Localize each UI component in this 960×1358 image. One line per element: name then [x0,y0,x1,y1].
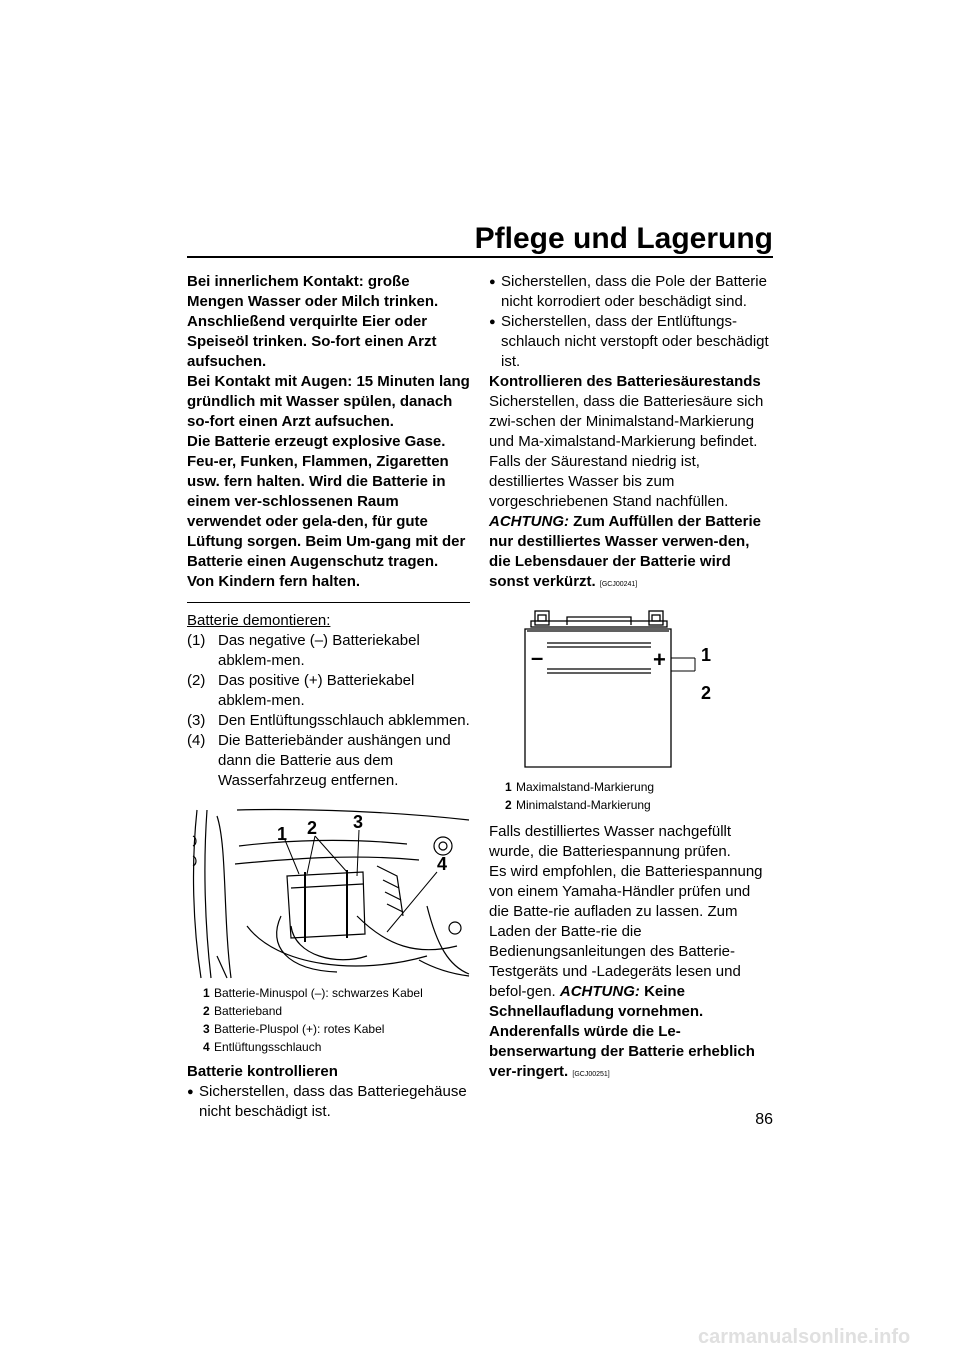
acid-heading: Kontrollieren des Batteriesäurestands [489,373,761,390]
warning-line: Von Kindern fern halten. [187,573,361,590]
step-text: Das positive (+) Batteriekabel abklem-men. [218,672,415,709]
removal-heading: Batterie demontieren: [187,612,331,629]
step-number: (2) [187,672,206,689]
legend-item [187,1020,470,1038]
plus-symbol: + [653,647,666,672]
legend-key: 1 [203,986,210,1000]
minus-symbol: – [531,645,544,670]
photo-legend [187,984,470,1056]
bullet-icon: ● [489,276,496,288]
callout-4: 4 [437,854,448,874]
page-number: 86 [755,1111,773,1128]
bullet-icon: ● [187,1086,194,1098]
legend-item [489,796,773,814]
voltage-paragraph: Falls destilliertes Wasser nachgefüllt wurde, die Batteriespannung prüfen. [489,823,732,860]
step-text: Die Batteriebänder aushängen und dann die Batterie aus dem Wasserfahrzeug entfernen. [218,732,451,789]
caution-label: ACHTUNG: [489,513,569,530]
step-number: (4) [187,732,206,749]
legend-key: 2 [505,798,512,812]
removal-step [187,631,470,671]
legend-key: 1 [505,780,512,794]
right-column [489,272,773,1085]
legend-text: Batterie-Pluspol (+): rotes Kabel [214,1022,385,1036]
legend-text: Entlüftungsschlauch [214,1040,322,1054]
legend-item [187,984,470,1002]
legend-item [489,778,773,796]
step-number: (1) [187,632,206,649]
reference-code: [GCJ00241] [599,581,638,588]
callout-2: 2 [307,818,318,838]
diagram-legend [489,778,773,814]
acid-instruction [489,452,773,595]
legend-text: Batterie-Minuspol (–): schwarzes Kabel [214,986,423,1000]
page-title: Pflege und Lagerung [474,222,773,255]
check-bullet [187,1082,470,1122]
removal-step [187,711,470,731]
caution-label: ACHTUNG: [559,983,640,1000]
legend-text: Batterieband [214,1004,283,1018]
legend-key: 2 [203,1004,210,1018]
removal-step [187,671,470,711]
battery-compartment-illustration [187,806,470,980]
bullet-text: Sicherstellen, dass der Entlüftungs-schlauch nicht verstopft oder beschädigt ist. [501,313,769,370]
callout-1: 1 [277,824,288,844]
check-bullet [489,272,773,312]
legend-item [187,1002,470,1020]
bullet-icon: ● [489,316,496,328]
check-bullet [489,312,773,372]
step-text: Den Entlüftungsschlauch abklemmen. [218,712,470,729]
reference-code: [GCJ00251] [572,1071,610,1078]
step-number: (3) [187,712,206,729]
diagram-callout-2: 2 [701,683,712,703]
step-text: Das negative (–) Batteriekabel abklem-men. [218,632,420,669]
voltage-instruction [489,862,773,1085]
bullet-text: Sicherstellen, dass das Batteriegehäuse nicht beschädigt ist. [199,1083,467,1120]
check-heading: Batterie kontrollieren [187,1063,338,1080]
diagram-callout-1: 1 [701,645,712,665]
battery-diagram-drawing [507,607,737,772]
warning-end-rule [187,602,470,603]
legend-key: 3 [203,1022,210,1036]
acid-instruction-text: Falls der Säurestand niedrig ist, destilliertes Wasser bis zum vorgeschriebenen Stand nachfüllen. [489,453,729,510]
caution-text: Keine Schnellaufladung vornehmen. Anderenfalls würde die Le-benserwartung der Batterie erheblich ver-ringert. [489,983,755,1080]
battery-compartment-drawing [187,806,470,980]
header-rule [187,256,773,258]
removal-step [187,731,470,791]
bullet-text: Sicherstellen, dass die Pole der Batterie nicht korrodiert oder beschädigt sind. [501,273,767,310]
battery-level-diagram [507,607,737,772]
warning-line: Bei Kontakt mit Augen: 15 Minuten lang gründlich mit Wasser spülen, danach so-fort einen Arzt aufsuchen. [187,373,470,430]
warning-line: Die Batterie erzeugt explosive Gase. Feu-er, Funken, Flammen, Zigaretten usw. fern halten. Wird die Batterie in einem ver-schlossenen Raum verwendet oder gela-den, für gute Lüftung sorgen. Beim Um-gang mit der Batterie einen Augenschutz tragen. [187,433,466,570]
left-column [187,272,470,1122]
callout-3: 3 [353,812,364,832]
legend-item [187,1038,470,1056]
warning-block [187,272,470,592]
caution-text: Zum Auffüllen der Batterie nur destilliertes Wasser verwen-den, die Lebensdauer der Batterie wird sonst verkürzt. [489,513,761,590]
legend-text: Maximalstand-Markierung [516,780,655,794]
warning-line: Bei innerlichem Kontakt: große Mengen Wasser oder Milch trinken. Anschließend verquirlte Eier oder Speiseöl trinken. So-fort einen Arzt aufsuchen. [187,273,439,370]
acid-paragraph: Sicherstellen, dass die Batteriesäure sich zwi-schen der Minimalstand-Markierung und Ma-ximalstand-Markierung befindet. [489,393,764,450]
watermark: carmanualsonline.info [698,1326,911,1348]
legend-text: Minimalstand-Markierung [516,798,651,812]
voltage-instruction-text: Es wird empfohlen, die Batteriespannung von einem Yamaha-Händler prüfen und die Batte-rie aufladen zu lassen. Zum Laden der Batte-rie die Bedienungsanleitungen des Batterie-Testgeräts und -Ladegeräts lesen und befol-gen. [489,863,763,1000]
legend-key: 4 [203,1040,210,1054]
